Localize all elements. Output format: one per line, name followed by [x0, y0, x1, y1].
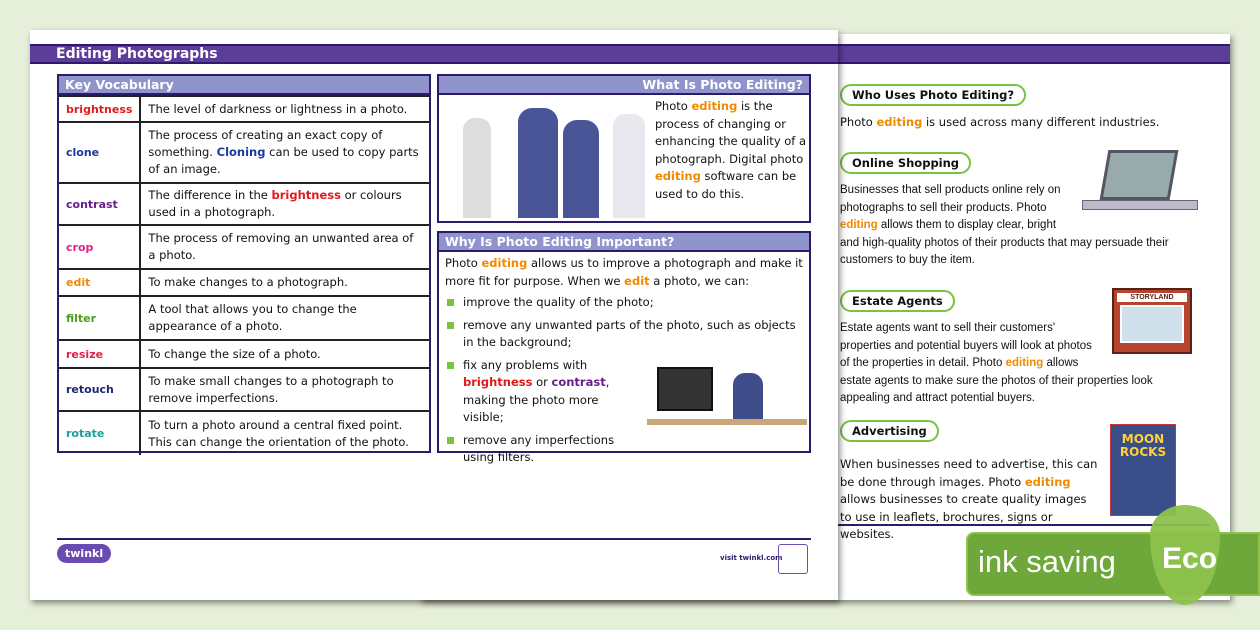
vocab-row: [59, 122, 429, 183]
why-bullet: remove any unwanted parts of the photo, such as objects in the background;: [439, 317, 809, 352]
vocab-term: resize: [59, 340, 140, 368]
what-text: Photo editing is the process of changing or enhancing the quality of a photograph. Digital photo editing software can be used to do this.: [655, 99, 807, 201]
vocab-row: [59, 296, 429, 340]
vocab-term: crop: [59, 225, 140, 269]
vocab-row: [59, 96, 429, 122]
shop-sign: STORYLAND: [1117, 293, 1187, 302]
why-box: [437, 231, 811, 464]
why-bullet: improve the quality of the photo;: [439, 294, 809, 312]
quality-badge-icon: [778, 544, 808, 574]
vocab-row: [59, 183, 429, 225]
eco-badge: Eco: [1162, 542, 1218, 575]
page-title: Editing Photographs: [30, 44, 838, 64]
shop-heading: Online Shopping: [840, 152, 971, 174]
why-bullet: fix any problems with brightness or contrast, making the photo more visible;: [439, 357, 639, 427]
why-bullet: remove any imperfections using filters.: [439, 432, 639, 467]
adv-heading: Advertising: [840, 420, 939, 442]
why-heading: Why Is Photo Editing Important?: [439, 233, 809, 252]
who-text: Photo editing is used across many different industries.: [840, 115, 1160, 129]
shop-text: Businesses that sell products online rely on photographs to sell their products. Photo editing allows them to display clear, bright and high-quality photos of their products that may persuade their customers to buy the item.: [840, 182, 1200, 270]
vocab-definition: The difference in the brightness or colours used in a photograph.: [140, 183, 429, 225]
vocab-definition: The process of creating an exact copy of something. Cloning can be used to copy parts of an image.: [140, 122, 429, 183]
vocab-term: retouch: [59, 368, 140, 411]
footer-line: [57, 538, 811, 540]
vocab-definition: To make changes to a photograph.: [140, 269, 429, 296]
people-photographing-image: [443, 98, 651, 220]
who-heading: Who Uses Photo Editing?: [840, 84, 1026, 106]
vocab-term: rotate: [59, 411, 140, 455]
ink-saving-label: ink saving: [978, 544, 1116, 579]
estate-heading: Estate Agents: [840, 290, 955, 312]
vocab-term: clone: [59, 122, 140, 183]
why-text: Photo editing allows us to improve a photograph and make it more fit for purpose. When we edit a photo, we can:: [445, 256, 803, 288]
vocab-definition: The level of darkness or lightness in a photo.: [140, 96, 429, 122]
vocab-term: edit: [59, 269, 140, 296]
vocab-row: [59, 368, 429, 411]
vocab-row: [59, 269, 429, 296]
adv-text: When businesses need to advertise, this can be done through images. Photo editing allows businesses to create quality images to use in leaflets, brochures, signs or websites.: [840, 457, 1098, 541]
book-cover-image: MOON ROCKS: [1110, 424, 1176, 516]
vocab-term: filter: [59, 296, 140, 340]
vocab-definition: The process of removing an unwanted area of a photo.: [140, 225, 429, 269]
vocab-term: brightness: [59, 96, 140, 122]
twinkl-logo: twinkl: [57, 544, 111, 563]
visit-link[interactable]: visit twinkl.com: [720, 554, 783, 562]
vocab-definition: To make small changes to a photograph to remove imperfections.: [140, 368, 429, 411]
front-page: [30, 30, 838, 600]
vocab-row: [59, 225, 429, 269]
vocab-row: [59, 411, 429, 455]
vocab-box: [57, 74, 431, 453]
computer-user-image: [647, 363, 807, 433]
vocab-definition: A tool that allows you to change the appearance of a photo.: [140, 296, 429, 340]
shop-front-image: [1094, 294, 1200, 358]
vocab-definition: To turn a photo around a central fixed point. This can change the orientation of the photo.: [140, 411, 429, 455]
vocab-table: [59, 95, 429, 455]
vocab-definition: To change the size of a photo.: [140, 340, 429, 368]
laptop-image: [1078, 182, 1200, 218]
vocab-heading: Key Vocabulary: [59, 76, 429, 95]
estate-text: STORYLAND Estate agents want to sell their customers' properties and potential buyers will look at photos of the properties in detail. Photo editing allows estate agents to make sure the photos of their properties look appealing and attract potential buyers.: [840, 320, 1200, 408]
what-box: [437, 74, 811, 223]
what-heading: What Is Photo Editing?: [439, 76, 809, 95]
vocab-term: contrast: [59, 183, 140, 225]
vocab-row: [59, 340, 429, 368]
